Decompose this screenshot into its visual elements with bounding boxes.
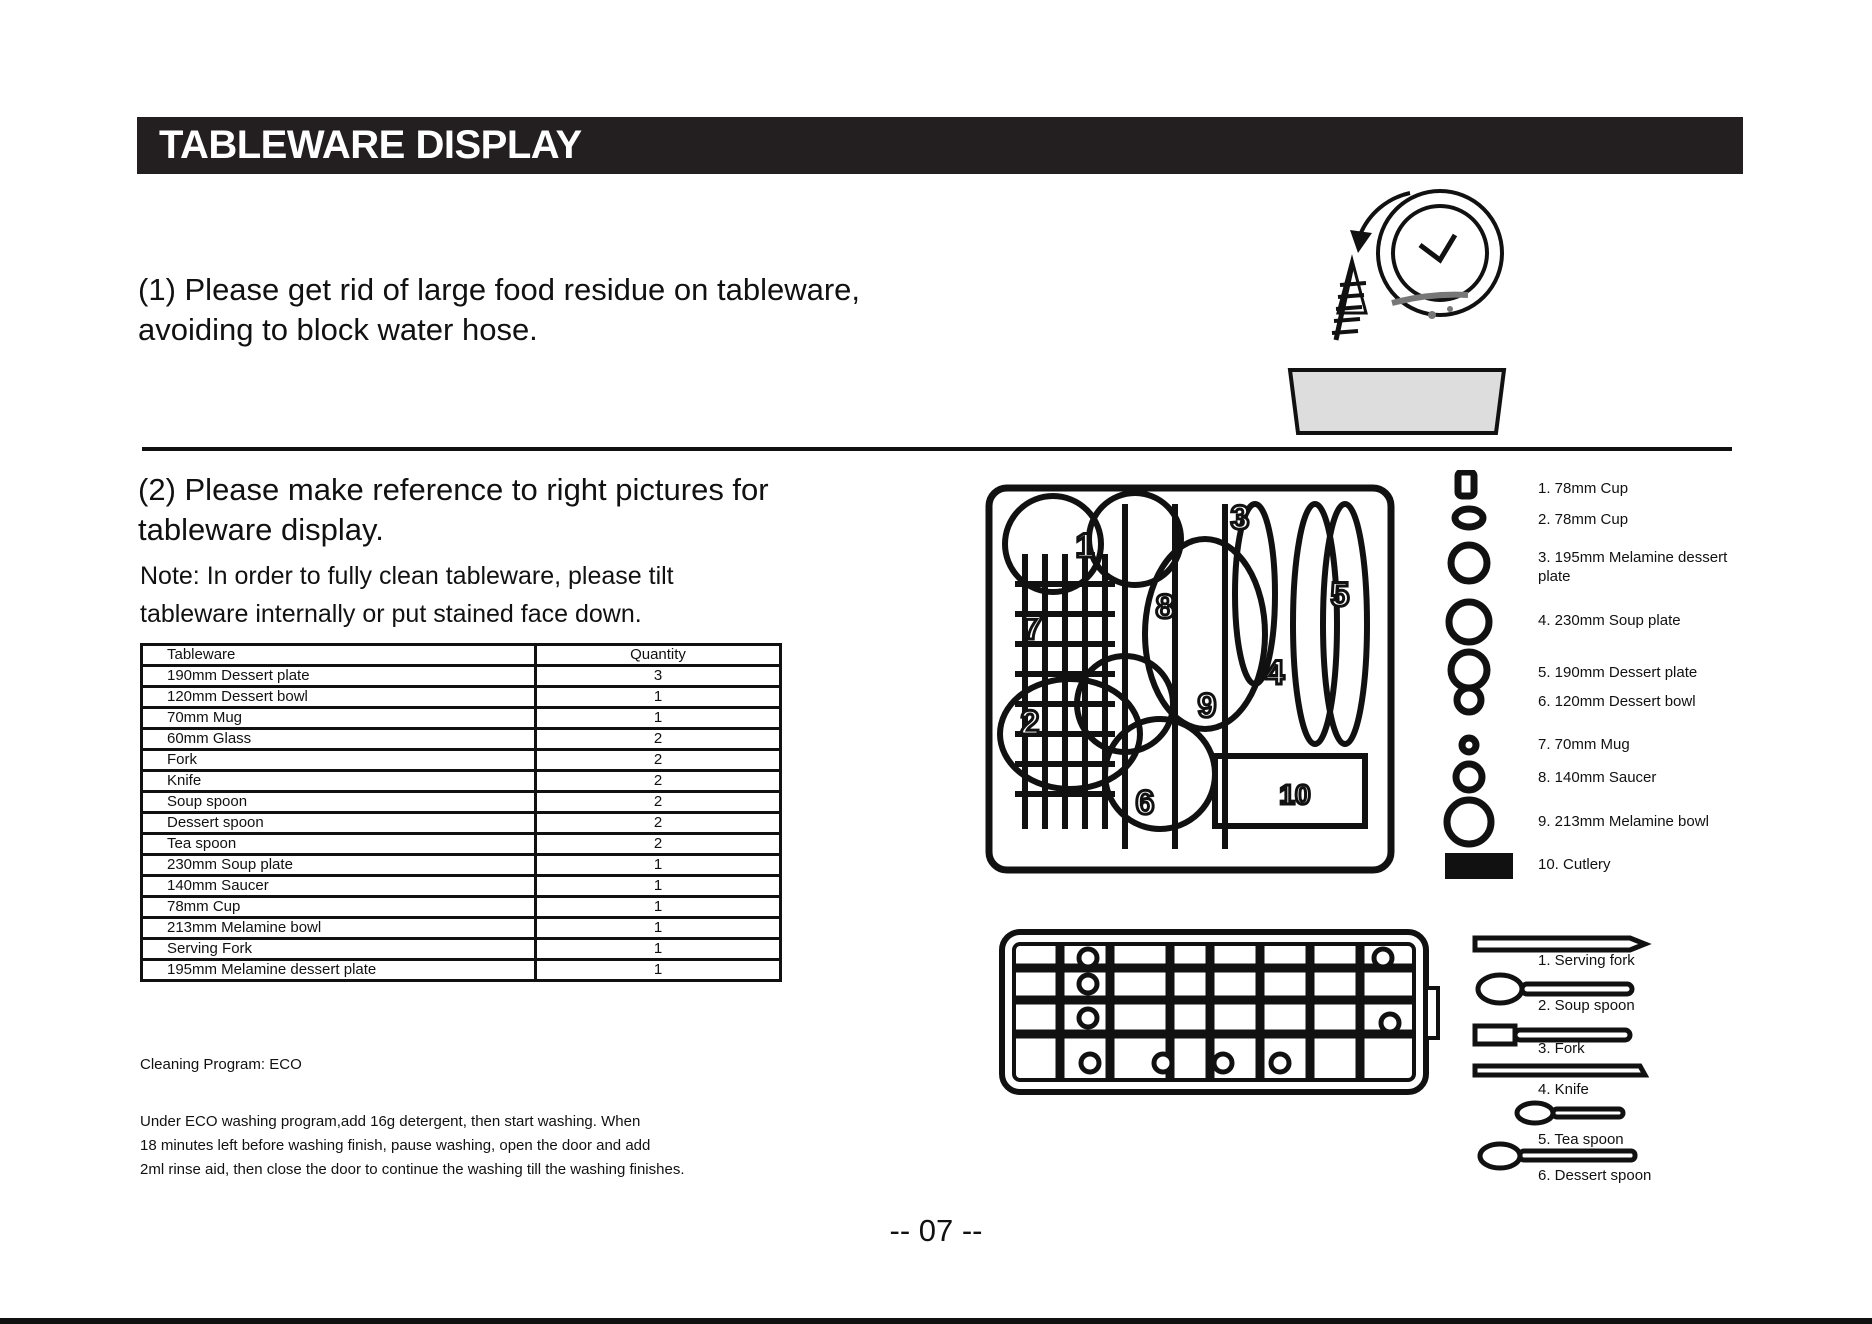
table-row [142,792,781,813]
table-cell: 140mm Saucer [142,876,536,897]
table-cell: 2 [536,834,781,855]
table-row [142,666,781,687]
table-cell: 70mm Mug [142,708,536,729]
table-row [142,876,781,897]
rack-legend-item: 1. 78mm Cup [1538,480,1629,497]
table-cell: 120mm Dessert bowl [142,687,536,708]
table-row [142,771,781,792]
table-cell: Knife [142,771,536,792]
table-row [142,687,781,708]
table-row [142,939,781,960]
table-cell: 1 [536,939,781,960]
table-cell: 78mm Cup [142,897,536,918]
table-row [142,897,781,918]
note-text: Note: In order to fully clean tableware, please tilt tableware internally or put stained face down. [140,562,674,628]
section-divider [142,447,1732,451]
cutlery-legend-item: 2. Soup spoon [1538,997,1635,1014]
tableware-table [140,643,782,982]
rack-legend-item: 8. 140mm Saucer [1538,769,1657,786]
cutlery-legend-item: 5. Tea spoon [1538,1131,1624,1148]
eco-instructions: Under ECO washing program,add 16g detergent, then start washing. When 18 minutes left before washing finish, pause washing, open the door and add 2ml rinse aid, then close the door to continue the washing till the washing finishes. [140,1113,685,1178]
table-header-cell: Tableware [142,645,536,666]
table-cell: 2 [536,750,781,771]
table-cell: Tea spoon [142,834,536,855]
cutlery-legend-item: 6. Dessert spoon [1538,1167,1652,1184]
table-header-cell: Quantity [536,645,781,666]
table-row [142,855,781,876]
rack-diagram [985,484,1395,874]
table-cell: Serving Fork [142,939,536,960]
cutlery-legend-item: 3. Fork [1538,1040,1585,1057]
cleaning-program-label: Cleaning Program: ECO [140,1056,302,1073]
rack-number-9: 9 [1197,687,1217,725]
rack-legend-item: 7. 70mm Mug [1538,736,1630,753]
step2-text: (2) Please make reference to right pictures for tableware display. [138,472,769,547]
table-cell: 1 [536,918,781,939]
rack-number-4: 4 [1265,654,1285,692]
rack-legend-item: 6. 120mm Dessert bowl [1538,693,1696,710]
table-cell: Soup spoon [142,792,536,813]
rack-number-8: 8 [1155,588,1175,626]
table-cell: 2 [536,771,781,792]
table-cell: 1 [536,708,781,729]
title-bar [137,117,1743,174]
table-cell: 1 [536,876,781,897]
rack-number-1: 1 [1075,527,1095,565]
table-cell: 2 [536,813,781,834]
cutlery-legend-item: 1. Serving fork [1538,952,1635,969]
bottom-border [0,1318,1872,1324]
table-cell: Dessert spoon [142,813,536,834]
table-cell: 60mm Glass [142,729,536,750]
rack-legend-item: 3. 195mm Melamine dessert plate [1538,549,1728,585]
table-cell: 2 [536,792,781,813]
scrape-residue-illustration [1280,185,1520,440]
table-cell: 213mm Melamine bowl [142,918,536,939]
table-cell: 190mm Dessert plate [142,666,536,687]
rack-legend-icons [1440,470,1520,885]
rack-legend-item: 9. 213mm Melamine bowl [1538,813,1709,830]
cutlery-legend-item: 4. Knife [1538,1081,1589,1098]
page-number: -- 07 -- [889,1213,983,1248]
rack-legend-item: 10. Cutlery [1538,856,1611,873]
step1-text: (1) Please get rid of large food residue on tableware, avoiding to block water hose. [138,272,861,347]
table-cell: 3 [536,666,781,687]
table-row [142,918,781,939]
rack-number-2: 2 [1020,704,1040,742]
rack-number-6: 6 [1135,784,1155,822]
table-cell: 195mm Melamine dessert plate [142,960,536,981]
table-row [142,750,781,771]
cutlery-basket-diagram [998,928,1440,1098]
table-row [142,708,781,729]
table-row [142,960,781,981]
rack-legend-item: 4. 230mm Soup plate [1538,612,1681,629]
table-cell: 1 [536,855,781,876]
rack-number-10: 10 [1279,779,1311,810]
rack-legend-item: 5. 190mm Dessert plate [1538,664,1698,681]
table-cell: 2 [536,729,781,750]
table-cell: 1 [536,687,781,708]
table-cell: 1 [536,897,781,918]
rack-number-5: 5 [1330,576,1350,614]
page-title: TABLEWARE DISPLAY [159,123,582,167]
rack-number-7: 7 [1023,609,1043,647]
table-cell: Fork [142,750,536,771]
table-cell: 230mm Soup plate [142,855,536,876]
table-row [142,813,781,834]
table-row [142,834,781,855]
table-row [142,729,781,750]
rack-number-3: 3 [1230,499,1250,537]
rack-legend-item: 2. 78mm Cup [1538,511,1629,528]
table-cell: 1 [536,960,781,981]
table-header-row [142,645,781,666]
